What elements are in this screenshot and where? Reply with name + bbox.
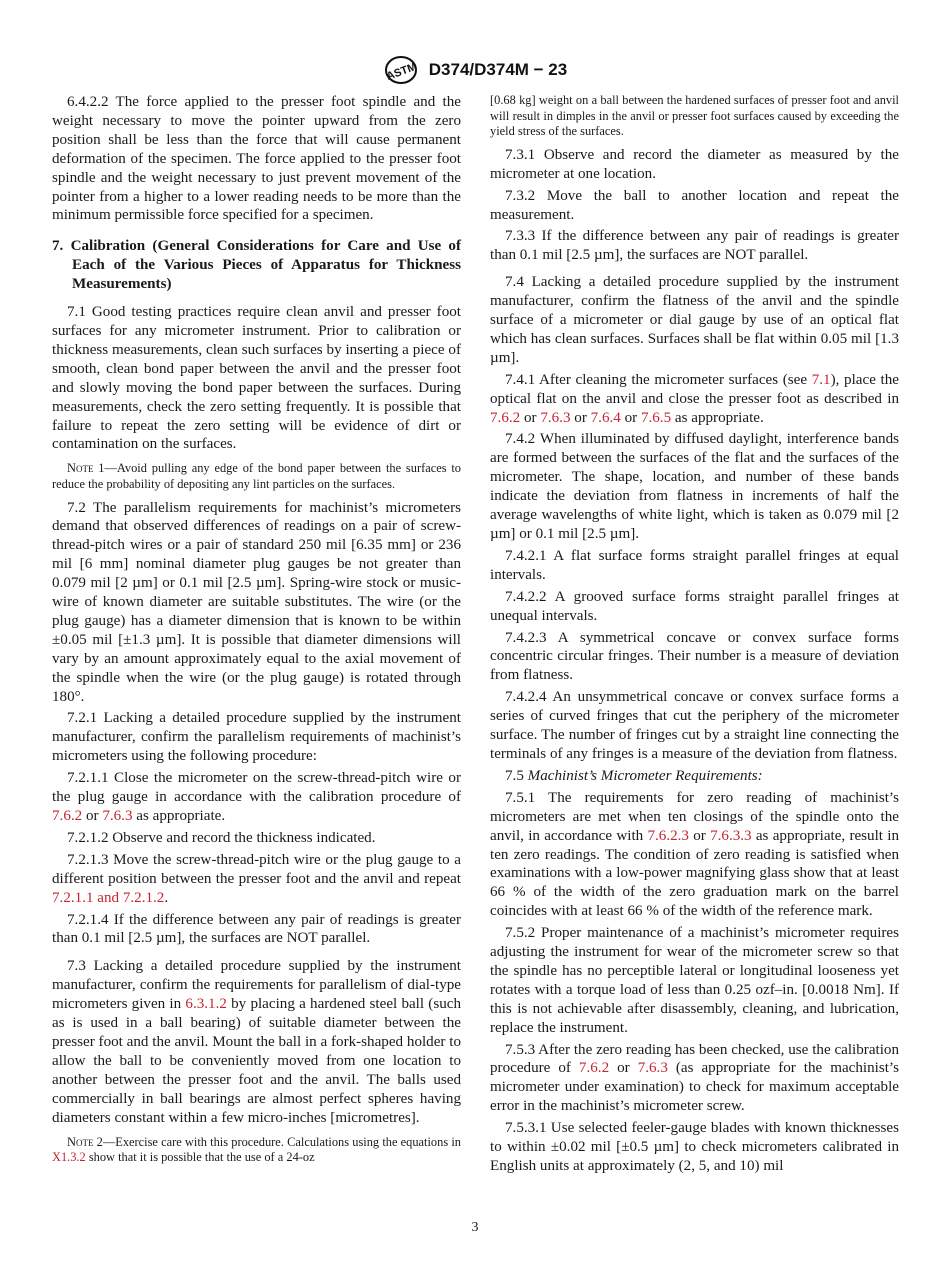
text-run: as appropriate. [671,409,764,426]
text-run: . [164,889,169,906]
paragraph-7-5-3-1: 7.5.3.1 Use selected feeler-gauge blades with known thicknesses to within ±0.02 mil [±0.5 µm] to check micrometers calibrated in English units at approximately (2, 5, and 10) mil [490,1120,899,1174]
text-run: 7.5.1 The requirements for zero reading of machinist’s micrometers are met when ten closings of the spindle onto the anvil, in accordance with [490,789,899,844]
page-header [0,55,950,85]
link-7-6-3[interactable]: 7.6.3 [540,409,571,426]
text-run: as appropriate. [132,808,226,824]
text-run: or [520,409,541,426]
note-label: Note [67,1134,94,1149]
text-run: 7.5.3 After the zero reading has been checked, use the calibration procedure of [490,1041,899,1077]
link-7-6-3[interactable]: 7.6.3 [102,808,133,824]
paragraph-7-4: 7.4 Lacking a detailed procedure supplied by the instrument manufacturer, confirm the flatness of the anvil and the spindle surface of a micrometer or dial gauge by use of an optical flat which has clean surfaces. Surfaces shall be flat within 0.05 mil [1.3 µm]. [490,274,899,366]
text-run: or [688,827,711,844]
document-designation: D374/D374M − 23 [428,60,568,79]
paragraph-7-5-2: 7.5.2 Proper maintenance of a machinist’s micrometer requires adjusting the instrument for wear of the micrometer screw so that the spindle has no perceptible lateral or longitudinal looseness yet rotates with a torque load of less than 0.25 ozf–in. [0.0018 Nm]. If this is not achievable after disassembly, cleaning, and lubrication, replace the instrument. [490,925,899,1036]
text-run: or [609,1060,638,1077]
text-run: or [82,808,103,824]
link-7-1[interactable]: 7.1 [811,371,831,388]
section-number: 7. [52,238,64,255]
text-run: as appropriate, result in ten zero readings. The condition of zero reading is satisfied when examinations with a low-power magnifying glass show that at least 66 % of the width of the zero graduation mark on the barrel coincides with at least 66 % of the width of the reference mark. [490,827,899,920]
link-7-6-5[interactable]: 7.6.5 [640,409,672,426]
paragraph-7-4-2-4: 7.4.2.4 An unsymmetrical concave or convex surface forms a series of curved fringes that cut the periphery of the micrometer surface. The number of fringes cut by a straight line connecting the terminals of any fringes is a measure of the deviation from flatness. [490,689,899,762]
link-7-6-3[interactable]: 7.6.3 [637,1060,668,1077]
paragraph-7-5-1 [490,789,899,921]
paragraph-7-4-2-1: 7.4.2.1 A flat surface forms straight parallel fringes at equal intervals. [490,547,899,583]
paragraph-7-3-3: 7.3.3 If the difference between any pair of readings is greater than 0.1 mil [2.5 µm], the surfaces are NOT parallel. [490,228,899,264]
paragraph-7-3-2: 7.3.2 Move the ball to another location and repeat the measurement. [490,187,899,223]
text-run: ), place the optical flat on the anvil and close the presser foot as described in [490,371,899,407]
text-run: 7.2.1.1 Close the micrometer on the screw-thread-pitch wire or the plug gauge in accordance with the calibration procedure of [52,770,461,806]
link-7-2-1-1-and-7-2-1-2[interactable]: 7.2.1.1 and 7.2.1.2 [52,889,165,906]
note-label: Note [67,461,94,476]
paragraph-7-2-1-4: 7.2.1.4 If the difference between any pair of readings is greater than 0.1 mil [2.5 µm], the surfaces are NOT parallel. [52,911,461,947]
page-number: 3 [471,1220,479,1235]
paragraph-6-4-2-2: 6.4.2.2 The force applied to the presser foot spindle and the weight necessary to move the pointer upward from the zero position shall be less than the force that will cause permanent deformation of the specimen. The force applied to the presser foot spindle and the weight necessary to just prevent movement of the pointer from a higher to a lower reading needs to be more than the minimum permissible force specified for a specimen. [52,94,461,224]
note-1 [52,461,461,492]
paragraph-7-5-3 [490,1041,899,1117]
paragraph-7-4-2-3: 7.4.2.3 A symmetrical concave or convex surface forms concentric circular fringes. Their number is a measure of deviation from flatness. [490,629,899,684]
note-2-continued: [0.68 kg] weight on a ball between the hardened surfaces of presser foot and anvil will result in dimples in the anvil or presser foot surfaces caused by exceeding the yield stress of the surfaces. [490,93,899,139]
subsection-title: Machinist’s Micrometer Requirements: [527,767,763,784]
text-run: or [570,409,591,426]
paragraph-7-2-1-1 [52,769,461,826]
subsection-number: 7.5 [505,767,524,784]
subsection-7-5-heading [490,767,899,786]
left-column [52,93,461,1172]
paragraph-7-4-2-2: 7.4.2.2 A grooved surface forms straight parallel fringes at unequal intervals. [490,588,899,624]
note-2 [52,1135,461,1166]
right-column [490,93,899,1179]
note-text: 1—Avoid pulling any edge of the bond paper between the surfaces to reduce the probability of depositing any lint particles on the surfaces. [52,461,461,491]
paragraph-7-2-1: 7.2.1 Lacking a detailed procedure supplied by the instrument manufacturer, confirm the parallelism requirements of machinist’s micrometers using the following procedure: [52,710,461,765]
paragraph-7-3-1: 7.3.1 Observe and record the diameter as measured by the micrometer at one location. [490,146,899,182]
paragraph-7-2-1-3 [52,851,461,908]
paragraph-7-2-1-2: 7.2.1.2 Observe and record the thickness indicated. [67,829,376,846]
link-x1-3-2[interactable]: X1.3.2 [52,1150,86,1165]
text-run: 7.3 Lacking a detailed procedure supplied by the instrument manufacturer, confirm the requirements for parallelism of dial-type micrometers given in [52,958,461,1013]
paragraph-7-4-2: 7.4.2 When illuminated by diffused daylight, interference bands are formed between the surfaces of the flat and the surfaces of the micrometer. The shape, location, and number of these bands indicate the deviation from flatness in increments of half the average wavelengths of white light, which is taken as 0.079 mil [2 µm] or 0.1 mil [2.5 µm]. [490,431,899,542]
section-title: Calibration (General Considerations for Care and Use of Each of the Various Pieces of Apparatus for Thickness Measurements) [70,238,461,293]
text-run: 7.2.1.3 Move the screw-thread-pitch wire or the plug gauge to a different position between the presser foot and the anvil and repeat [52,851,461,887]
text-run: (as appropriate for the machinist’s micrometer under examination) to check for maximum acceptable error in the machinist’s micrometer screw. [490,1060,899,1115]
link-7-6-4[interactable]: 7.6.4 [590,409,621,426]
paragraph-7-4-1 [490,371,899,428]
section-7-heading [52,237,461,294]
link-7-6-2-3[interactable]: 7.6.2.3 [647,827,689,844]
paragraph-7-1: 7.1 Good testing practices require clean anvil and presser foot surfaces for any micrometer instrument. Prior to calibration or thickness measurements, clean such surfaces by inserting a piece of smooth, clean bond paper between the anvil and the presser foot and slowly moving the bond paper between the surfaces. During measurements, check the zero setting frequently. It is possible that failure to repeat the zero setting will be evidence of dirt or contamination on the surfaces. [52,304,461,453]
link-7-6-2[interactable]: 7.6.2 [490,409,521,426]
paragraph-7-2: 7.2 The parallelism requirements for machinist’s micrometers demand that observed differences of readings on a pair of screw-thread-pitch wires or a pair of standard 250 mil [6.35 mm] or 236 mil [6 mm] nominal diameter plug gauges be not greater than 0.079 mil [2 µm] or 0.1 mil [2.5 µm]. Spring-wire stock or music-wire of known diameter are suitable substitutes. The wire (or the plug gauge) has a diameter dimension that is known to be within ±0.05 mil [±1.3 µm]. It is possible that diameter dimensions will vary by an amount approximately equal to the axial movement of the spindle when the wire (or the plug gauge) is rotated through 180°. [52,499,461,705]
text-run: show that it is possible that the use of a 24-oz [85,1150,315,1165]
text-run: by placing a hardened steel ball (such as is used in a ball bearing) of suitable diameter between the presser foot and the anvil. Mount the ball in a fork-shaped holder to allow the ball to be conveniently moved from one location to another between the presser foot and the anvil. The balls used commercially in ball bearings are almost perfect spheres having diameters constant within a few micro-inches [micrometres]. [52,996,461,1126]
paragraph-7-3 [52,957,461,1127]
text-run: 7.4.1 After cleaning the micrometer surfaces (see [505,371,812,388]
link-7-6-3-3[interactable]: 7.6.3.3 [710,827,752,844]
text-run: or [620,409,641,426]
link-7-6-2[interactable]: 7.6.2 [52,808,83,824]
astm-logo-icon [383,55,419,85]
link-6-3-1-2[interactable]: 6.3.1.2 [185,996,227,1013]
svg-text:ASTM: ASTM [384,60,419,83]
link-7-6-2[interactable]: 7.6.2 [578,1060,610,1077]
text-run: 2—Exercise care with this procedure. Calculations using the equations in [93,1134,461,1149]
